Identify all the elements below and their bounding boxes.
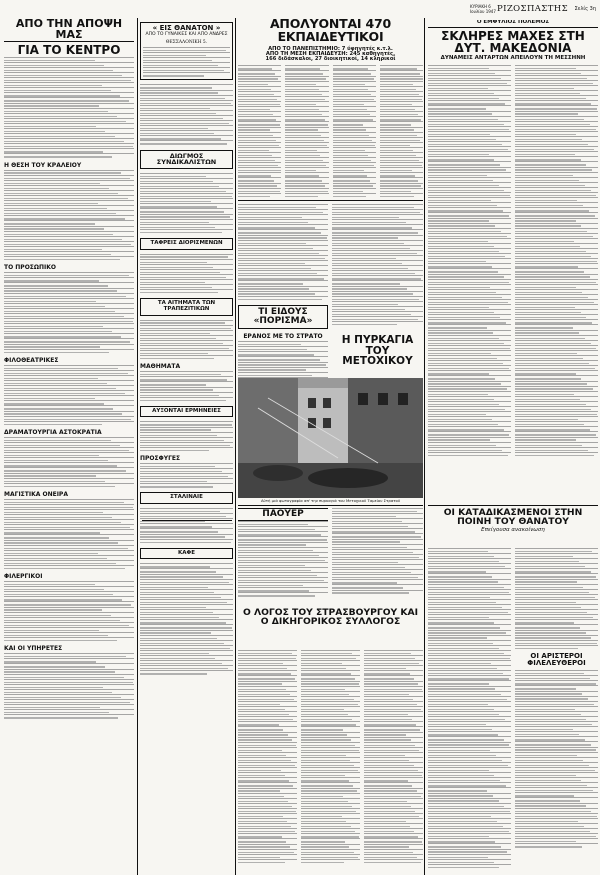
body-text xyxy=(4,57,134,159)
lead-body xyxy=(238,65,423,197)
section-divider xyxy=(238,505,423,506)
civil-war-kicker: Ο ΕΜΦΥΛΙΟΣ ΠΟΛΕΜΟΣ xyxy=(428,20,598,28)
text-line xyxy=(140,447,233,452)
subheadline-kentro: ΓΙΑ ΤΟ ΚΕΝΤΡΟ xyxy=(17,43,121,58)
lead-story xyxy=(238,18,423,198)
body-text xyxy=(140,84,233,145)
section-stalinaie: ΣΤΑΛΙΝΑΙΕ xyxy=(140,492,233,504)
text-line xyxy=(4,153,134,158)
section-divider xyxy=(238,200,423,201)
text-line xyxy=(140,539,233,544)
text-line xyxy=(4,565,134,570)
body-text xyxy=(4,272,134,354)
urgent-announcement: Επείγουσα ανακοίνωση xyxy=(481,526,545,533)
section-bank-demands: ΤΑ ΑΙΤΗΜΑΤΑ ΤΩΝ ΤΡΑΠΕΖΙΤΙΚΩΝ xyxy=(140,298,233,315)
text-line xyxy=(428,864,511,869)
issue-date: ΚΥΡΙΑΚΗ 6 Ιουλίου 1947 xyxy=(470,4,496,14)
section-heading: ΜΑΓΙΣΤΙΚΑ ΟΝΕΙΡΑ xyxy=(4,490,68,498)
body-text xyxy=(4,437,134,488)
text-line xyxy=(4,637,134,642)
section-heading: ΔΡΑΜΑΤΟΥΡΓΙΑ ΑΣΤΟΚΡΑΤΙΑ xyxy=(4,428,102,436)
section-heading: Η ΘΕΣΗ ΤΟΥ ΚΡΑΛΕΙΟΥ xyxy=(4,161,82,169)
text-line xyxy=(140,355,233,360)
fire-headline-block xyxy=(332,335,423,375)
condemned-body-right xyxy=(515,548,598,872)
text-line xyxy=(140,140,233,145)
page-number: Σελίς 3η xyxy=(574,6,596,12)
body-text xyxy=(4,581,134,642)
box-title: « ΕΙΣ ΘΑΝΑΤΟΝ » xyxy=(152,24,221,32)
text-line xyxy=(4,483,134,488)
section-kafe: ΚΑΦΕ xyxy=(140,548,233,560)
center-right-bottom xyxy=(332,508,423,608)
text-line xyxy=(140,397,233,402)
body-text xyxy=(4,499,134,570)
column-divider xyxy=(424,18,425,875)
column-divider xyxy=(235,18,236,875)
paouer-headline: ΠΑΟΥΕΡ xyxy=(238,508,328,521)
column-second xyxy=(140,18,233,873)
body-text xyxy=(4,170,134,262)
condemned-headline: ΟΙ ΚΑΤΑΔΙΚΑΣΜΕΝΟΙ ΣΤΗΝ ΠΟΙΝΗ ΤΟΥ ΘΑΝΑΤΟΥ xyxy=(428,505,598,527)
text-line xyxy=(515,843,598,848)
section-prosfyges: ΠΡΟΣΦΥΓΕΣ xyxy=(140,455,181,463)
text-line xyxy=(364,859,423,864)
text-line xyxy=(332,321,423,326)
condemned-body-left xyxy=(428,548,511,872)
text-line xyxy=(143,72,230,77)
strasbourg-headline-block xyxy=(238,608,423,648)
section-heading: ΤΟ ΠΡΟΣΩΠΙΚΟ xyxy=(4,264,57,272)
middle-right-story xyxy=(332,204,423,334)
text-line xyxy=(380,193,423,198)
text-line xyxy=(332,590,423,595)
battles-deck: ΔΥΝΑΜΕΙΣ ΑΝΤΑΡΤΩΝ ΑΠΕΙΛΟΥΝ ΤΗ ΜΕΣΣΗΝΗ xyxy=(440,55,586,62)
fire-photo xyxy=(238,378,423,498)
text-line xyxy=(515,645,598,650)
box-subtitle: ΑΠΟ ΤΟ ΓΥΝΑΙΚΕΣ ΚΑΙ ΑΠΟ ΑΝΔΡΕΣ xyxy=(145,32,228,38)
leftist-liberals-headline: ΟΙ ΑΡΙΣΤΕΡΟΙ ΦΙΛΕΛΕΥΘΕΡΟΙ xyxy=(527,651,586,667)
section-taphreis: ΤΑΦΡΕΙΣ ΔΙΟΡΙΣΜΕΝΩΝ xyxy=(140,238,233,250)
text-line xyxy=(428,452,511,457)
lead-headline: ΑΠΟΛΥΟΝΤΑΙ 470 ΕΚΠΑΙΔΕΥΤΙΚΟΙ xyxy=(269,18,392,44)
text-line xyxy=(238,296,328,301)
dateline: ΘΕΣΣΑΛΟΝΙΚΗ 5. xyxy=(165,39,208,45)
text-line xyxy=(285,193,328,198)
text-line xyxy=(140,670,233,675)
fire-headline: Η ΠΥΡΚΑΓΙΑ ΤΟΥ ΜΕΤΟΧΙΚΟΥ xyxy=(341,335,414,368)
text-line xyxy=(4,349,134,354)
text-line xyxy=(140,483,233,488)
masthead xyxy=(470,3,598,17)
section-syndicalists: ΔΙΩΓΜΟΣ ΣΥΝΔΙΚΑΛΙΣΤΩΝ xyxy=(140,150,233,169)
section-heading: ΦΙΛΕΡΓΙΚΟΙ xyxy=(4,573,43,581)
fire-photo-image xyxy=(238,378,423,498)
powerr-block xyxy=(238,508,328,608)
text-line xyxy=(238,592,328,597)
section-heading: ΦΙΛΟΘΕΑΤΡΙΚΕΣ xyxy=(4,356,59,364)
text-line xyxy=(140,289,233,294)
photo-caption: Αύτή μιά φωτογραφία απ' την πυρκαγιά του Μετοχικού Ταμείου Στρατού xyxy=(260,498,401,503)
lead-deck-line: 166 διδάσκαλοι, 27 διοικητικοί, 14 κληρικοί xyxy=(265,56,396,63)
text-line xyxy=(238,193,281,198)
section-mathimata: ΜΑΘΗΜΑΤΑ xyxy=(140,363,181,371)
text-line xyxy=(4,421,134,426)
body-text xyxy=(4,653,134,719)
battles-body xyxy=(428,65,598,457)
section-interpretations: ΑΥΞΟΝΤΑΙ ΕΡΜΗΝΕΙΕΣ xyxy=(140,406,233,418)
strasbourg-body xyxy=(238,650,423,872)
newspaper-title: ΡΙΖΟΣΠΑΣΤΗΣ xyxy=(497,4,569,14)
text-line xyxy=(301,859,360,864)
condemned-headline-block xyxy=(428,505,598,545)
text-line xyxy=(140,229,233,234)
text-line xyxy=(238,859,297,864)
lead-deck-line: ΑΠΟ ΤΗ ΜΕΣΗ ΕΚΠΑΙΔΕΥΣΗ: 245 καθηγητές, xyxy=(265,50,396,57)
headline-opinion: ΑΠΟ ΤΗΝ ΑΠΟΨΗ ΜΑΣ xyxy=(4,18,134,42)
lead-deck-line: ΑΠΟ ΤΟ ΠΑΝΕΠΙΣΤΗΜΙΟ: 7 ύφηγητές κ.τ.λ. xyxy=(268,45,393,52)
section-heading: ΚΑΙ ΟΙ ΥΠΗΡΕΤΕΣ xyxy=(4,645,63,653)
column-divider xyxy=(137,18,138,875)
eranos-heading: ΕΡΑΝΟΣ ΜΕ ΤΟ ΣΤΡΑΤΟ xyxy=(243,333,323,341)
strasbourg-headline: Ο ΛΟΓΟΣ ΤΟΥ ΣΤΡΑΣΒΟΥΡΓΟΥ ΚΑΙ Ο ΔΙΚΗΓΟΡΙΚΟΣ ΣΥΛΛΟΓΟΣ xyxy=(242,608,419,628)
column-left xyxy=(4,18,134,873)
text-line xyxy=(4,714,134,719)
body-text xyxy=(4,365,134,426)
text-line xyxy=(333,193,376,198)
text-line xyxy=(4,256,134,261)
lead-deck xyxy=(238,47,423,63)
death-sentence-box xyxy=(140,22,233,80)
battles-headline: ΣΚΛΗΡΕΣ ΜΑΧΕΣ ΣΤΗ ΔΥΤ. ΜΑΚΕΔΟΝΙΑ xyxy=(441,28,585,55)
text-line xyxy=(515,452,598,457)
porisma-headline: ΤΙ ΕΙΔΟΥΣ «ΠΟΡΙΣΜΑ» xyxy=(238,305,328,329)
